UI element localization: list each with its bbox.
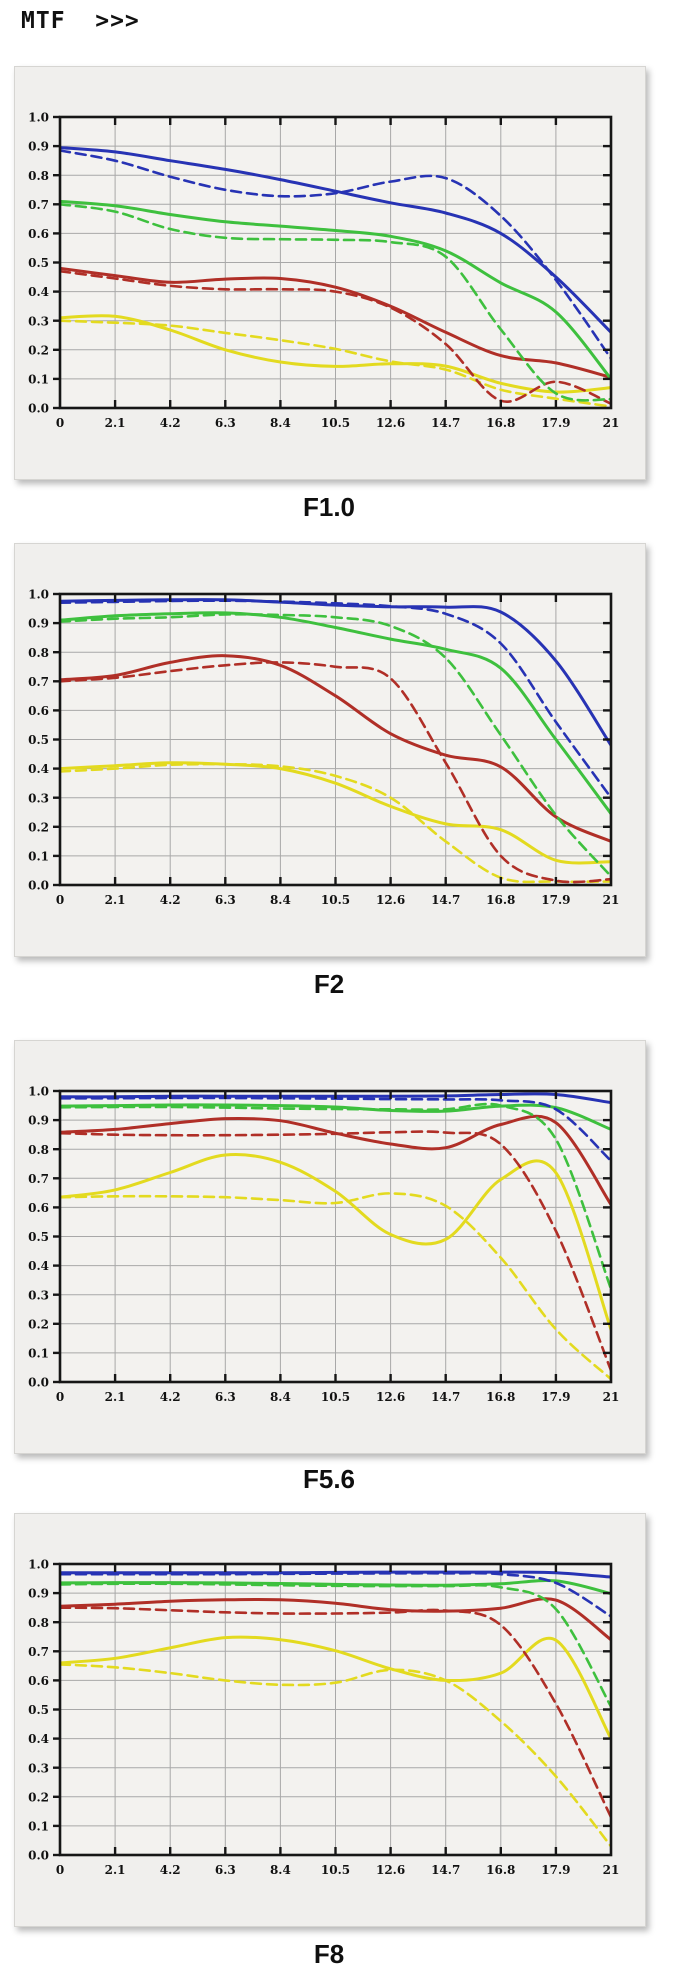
chart-label-f5.6: F5.6	[302, 1464, 356, 1494]
x-tick-label: 17.9	[541, 1863, 571, 1877]
mtf-chart-card-f2	[14, 543, 646, 957]
y-tick-label: 0.5	[28, 1703, 49, 1718]
y-tick-label: 0.2	[28, 1790, 49, 1805]
x-tick-label: 12.6	[375, 1390, 406, 1404]
y-tick-label: 0.7	[28, 197, 49, 212]
x-tick-label: 10.5	[320, 1390, 351, 1404]
y-tick-label: 0.3	[28, 1761, 49, 1776]
y-tick-label: 0.0	[28, 1375, 49, 1390]
y-tick-label: 0.0	[28, 878, 49, 893]
x-tick-label: 10.5	[320, 893, 351, 907]
chart-label-f1.0: F1.0	[302, 492, 356, 522]
x-tick-label: 21	[602, 416, 620, 430]
y-tick-label: 0.4	[28, 762, 49, 777]
x-tick-label: 2.1	[104, 1863, 126, 1877]
mtf-chart-f8	[15, 1514, 645, 1926]
x-tick-label: 0	[55, 1863, 65, 1877]
x-tick-label: 0	[55, 1390, 65, 1404]
x-tick-label: 2.1	[104, 416, 126, 430]
y-tick-label: 0.6	[28, 703, 49, 718]
x-tick-label: 14.7	[431, 416, 461, 430]
mtf-chart-f2	[15, 544, 645, 956]
y-tick-label: 0.4	[28, 1732, 49, 1747]
y-tick-label: 0.4	[28, 285, 49, 300]
y-tick-label: 0.6	[28, 1200, 49, 1215]
x-tick-label: 6.3	[214, 893, 236, 907]
page-title: MTF >>>	[21, 8, 140, 34]
x-tick-label: 14.7	[431, 1863, 461, 1877]
x-tick-label: 10.5	[320, 416, 351, 430]
y-tick-label: 0.9	[28, 1586, 49, 1601]
y-tick-label: 0.0	[28, 1848, 49, 1863]
x-tick-label: 16.8	[486, 1390, 516, 1404]
x-tick-label: 4.2	[159, 1390, 181, 1404]
x-tick-label: 6.3	[214, 416, 236, 430]
x-tick-label: 0	[55, 893, 65, 907]
y-tick-label: 0.8	[28, 168, 49, 183]
mtf-chart-card-f8	[14, 1513, 646, 1927]
mtf-chart-card-f1.0	[14, 66, 646, 480]
x-tick-label: 14.7	[431, 1390, 461, 1404]
y-tick-label: 0.0	[28, 401, 49, 416]
x-tick-label: 8.4	[269, 893, 291, 907]
x-tick-label: 4.2	[159, 893, 181, 907]
x-tick-label: 21	[602, 1390, 620, 1404]
x-tick-label: 6.3	[214, 1390, 236, 1404]
y-tick-label: 0.3	[28, 1288, 49, 1303]
y-tick-label: 0.2	[28, 343, 49, 358]
y-tick-label: 0.7	[28, 674, 49, 689]
y-tick-label: 1.0	[28, 1084, 49, 1099]
y-tick-label: 0.5	[28, 1230, 49, 1245]
y-tick-label: 0.8	[28, 1142, 49, 1157]
mtf-chart-f5.6	[15, 1041, 645, 1453]
mtf-chart-card-f5.6	[14, 1040, 646, 1454]
y-tick-label: 0.4	[28, 1259, 49, 1274]
y-tick-label: 0.9	[28, 616, 49, 631]
y-tick-label: 0.1	[28, 372, 49, 387]
y-tick-label: 0.9	[28, 139, 49, 154]
x-tick-label: 4.2	[159, 1863, 181, 1877]
y-tick-label: 0.5	[28, 733, 49, 748]
chart-label-f2: F2	[313, 969, 345, 999]
x-tick-label: 16.8	[486, 416, 516, 430]
x-tick-label: 4.2	[159, 416, 181, 430]
x-tick-label: 12.6	[375, 416, 406, 430]
y-tick-label: 0.1	[28, 1819, 49, 1834]
x-tick-label: 17.9	[541, 416, 571, 430]
y-tick-label: 0.2	[28, 820, 49, 835]
y-tick-label: 0.6	[28, 226, 49, 241]
x-tick-label: 12.6	[375, 893, 406, 907]
mtf-chart-f1.0	[15, 67, 645, 479]
y-tick-label: 0.1	[28, 1346, 49, 1361]
x-tick-label: 2.1	[104, 1390, 126, 1404]
x-tick-label: 8.4	[269, 1863, 291, 1877]
y-tick-label: 1.0	[28, 587, 49, 602]
x-tick-label: 10.5	[320, 1863, 351, 1877]
x-tick-label: 8.4	[269, 1390, 291, 1404]
x-tick-label: 21	[602, 893, 620, 907]
x-tick-label: 21	[602, 1863, 620, 1877]
y-tick-label: 0.5	[28, 256, 49, 271]
y-tick-label: 1.0	[28, 110, 49, 125]
y-tick-label: 0.8	[28, 1615, 49, 1630]
x-tick-label: 17.9	[541, 1390, 571, 1404]
y-tick-label: 0.3	[28, 791, 49, 806]
x-tick-label: 12.6	[375, 1863, 406, 1877]
x-tick-label: 16.8	[486, 893, 516, 907]
x-tick-label: 6.3	[214, 1863, 236, 1877]
x-tick-label: 2.1	[104, 893, 126, 907]
y-tick-label: 0.9	[28, 1113, 49, 1128]
x-tick-label: 8.4	[269, 416, 291, 430]
y-tick-label: 0.2	[28, 1317, 49, 1332]
y-tick-label: 0.8	[28, 645, 49, 660]
y-tick-label: 0.6	[28, 1673, 49, 1688]
y-tick-label: 0.7	[28, 1644, 49, 1659]
x-tick-label: 14.7	[431, 893, 461, 907]
x-tick-label: 16.8	[486, 1863, 516, 1877]
x-tick-label: 0	[55, 416, 65, 430]
x-tick-label: 17.9	[541, 893, 571, 907]
y-tick-label: 1.0	[28, 1557, 49, 1572]
y-tick-label: 0.1	[28, 849, 49, 864]
y-tick-label: 0.3	[28, 314, 49, 329]
chart-label-f8: F8	[313, 1939, 345, 1969]
y-tick-label: 0.7	[28, 1171, 49, 1186]
